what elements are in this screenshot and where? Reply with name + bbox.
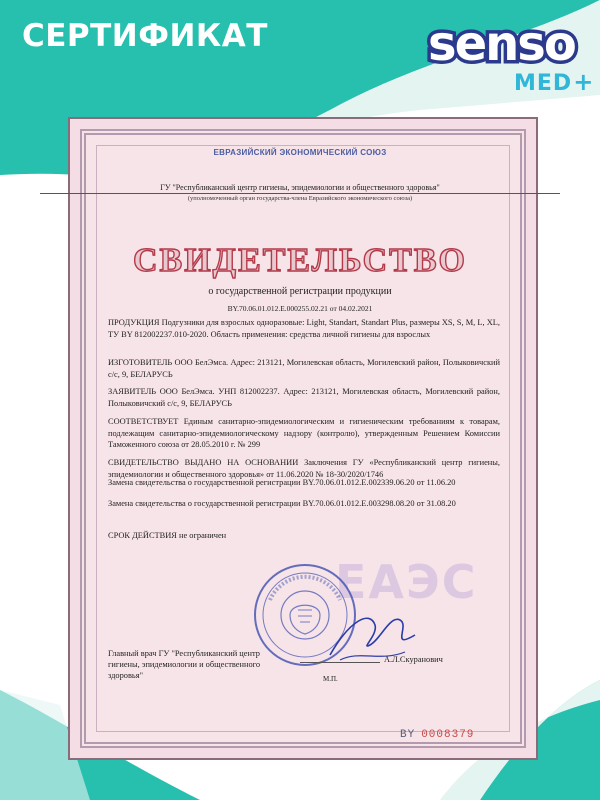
signature-line xyxy=(300,662,380,663)
senso-med-logo xyxy=(420,16,595,96)
cert-replacement-1: Замена свидетельства о государственной регистрации BY.70.06.01.012.E.002339.06.20 от 11.06.20 xyxy=(108,478,456,487)
cert-product: ПРОДУКЦИЯ Подгузники для взрослых одноразовые: Light, Standart, Standart Plus, размеры XS, S, M, L, XL, ТУ BY 812002237.010-2020. Область применения: средства личной гигиены для взрослых xyxy=(108,318,500,339)
cert-organization-note: (уполномоченный орган государства-члена Евразийского экономического союза) xyxy=(187,195,413,202)
cert-serial xyxy=(400,729,474,741)
logo-senso-text: senso xyxy=(428,16,575,72)
cert-watermark: ЕАЭС xyxy=(335,555,478,609)
cert-subtitle: о государственной регистрации продукции xyxy=(208,286,392,297)
cert-basis: СВИДЕТЕЛЬСТВО ВЫДАНО НА ОСНОВАНИИ Заключения ГУ «Республиканский центр гигиены, эпидемиологии и общественного здоровья» от 11.06.2020 № 18-30/2020/1746 xyxy=(108,458,500,479)
page-title: СЕРТИФИКАТ xyxy=(22,18,268,54)
cert-signatory-name: А.Л.Скуранович xyxy=(384,655,443,664)
cert-replacement-2: Замена свидетельства о государственной регистрации BY.70.06.01.012.E.003298.08.20 от 31.08.20 xyxy=(108,499,456,508)
cert-validity: СРОК ДЕЙСТВИЯ не ограничен xyxy=(108,531,227,540)
cert-union: ЕВРАЗИЙСКИЙ ЭКОНОМИЧЕСКИЙ СОЮЗ xyxy=(213,148,387,157)
cert-seal-mark: М.П. xyxy=(323,675,338,683)
cert-signatory-title: Главный врач ГУ "Республиканский центр гигиены, эпидемиологии и общественного здоровья" xyxy=(108,649,261,680)
cert-manufacturer: ИЗГОТОВИТЕЛЬ ООО БелЭмса. Адрес: 213121, Могилевская область, Могилевский район, Полыковичский с/с, 9, БЕЛАРУСЬ xyxy=(108,358,500,379)
cert-serial-number: 0008379 xyxy=(421,729,475,741)
cert-title: СВИДЕТЕЛЬСТВО xyxy=(133,242,467,279)
logo-med-text: MED+ xyxy=(514,68,595,96)
cert-compliance: СООТВЕТСТВУЕТ Единым санитарно-эпидемиологическим и гигиеническим требованиям к товарам, подлежащим санитарно-эпидемиологическому надзору (контролю), утвержденным Решением Комиссии Таможенного союза от 28.05.2010 г. № 299 xyxy=(108,417,500,449)
cert-applicant: ЗАЯВИТЕЛЬ ООО БелЭмса. УНП 812002237. Адрес: 213121, Могилевская область, Могилевский район, Полыковичский с/с, 9, БЕЛАРУСЬ xyxy=(108,387,500,408)
cert-organization: ГУ "Республиканский центр гигиены, эпидемиологии и общественного здоровья" xyxy=(40,183,560,194)
cert-number: BY.70.06.01.012.E.000255.02.21 от 04.02.2021 xyxy=(227,304,373,313)
cert-serial-prefix: BY xyxy=(400,729,416,741)
